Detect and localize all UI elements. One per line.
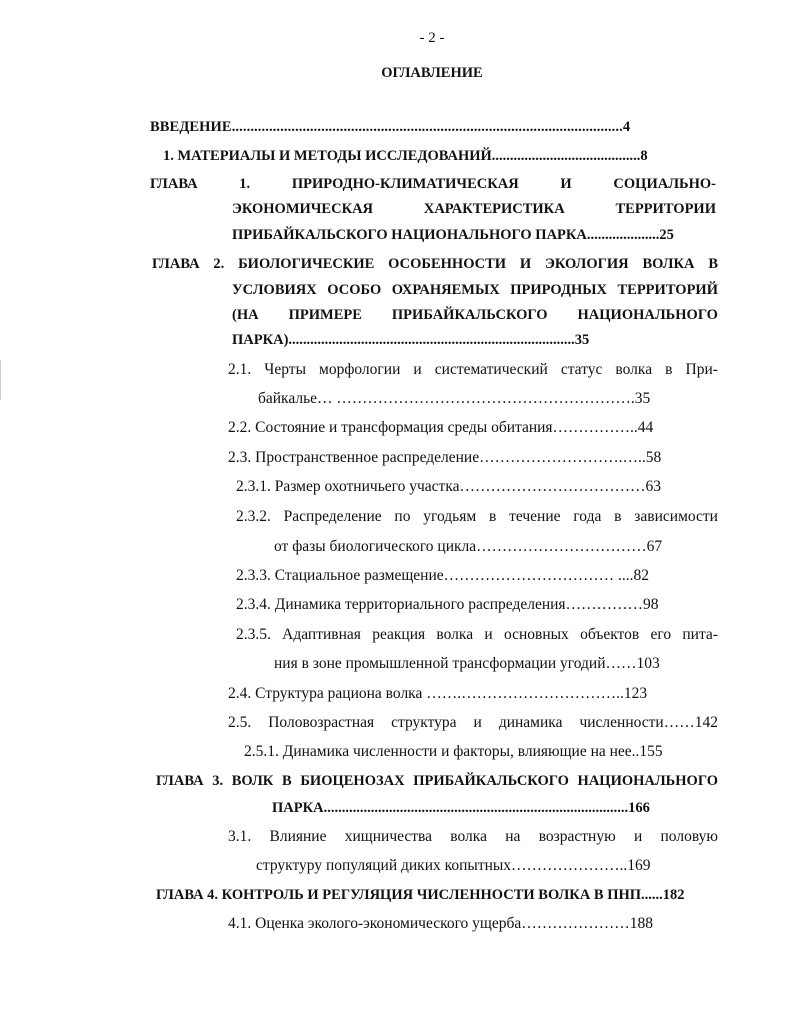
toc-entry-2-3-3[interactable]: 2.3.3. Стациальное размещение…………………………… ....82 [236, 567, 650, 584]
word: и [413, 361, 422, 378]
word: его [650, 626, 672, 643]
toc-entry-chapter-3-line-1[interactable] [156, 771, 718, 791]
word: половую [660, 828, 718, 845]
word: БИОЛОГИЧЕСКИЕ [238, 256, 375, 272]
word: объектов [580, 626, 640, 643]
word: структура [391, 714, 457, 731]
word: волка [436, 626, 474, 643]
toc-entry-chapter-1-line-2[interactable] [232, 199, 716, 219]
word: в [614, 508, 622, 525]
word: ОХРАНЯЕМЫХ [391, 282, 500, 298]
word: НАЦИОНАЛЬНОГО [577, 773, 718, 789]
word: Адаптивная [282, 626, 361, 643]
word: ТЕРРИТОРИЙ [617, 282, 718, 298]
toc-entry-2-3[interactable]: 2.3. Пространственное распределение……………………….…..58 [228, 449, 662, 466]
page-title: ОГЛАВЛЕНИЕ [381, 65, 483, 81]
word: хищничества [344, 828, 433, 845]
word: 3.1. [228, 828, 252, 845]
word: года [573, 508, 602, 525]
toc-entry-chapter-2-line-4[interactable]: ПАРКА)...............................................................................35 [232, 332, 590, 348]
toc-entry-2-4[interactable]: 2.4. Структура рациона волка …….…………………………..123 [228, 685, 648, 702]
word: 2.3.5. [236, 626, 271, 643]
word: и [484, 626, 493, 643]
toc-entry-2-3-2-line-1[interactable] [236, 507, 718, 527]
toc-entry-2-5[interactable] [228, 713, 718, 733]
word: реакция [372, 626, 426, 643]
word: и [473, 714, 482, 731]
toc-entry-2-3-4[interactable]: 2.3.4. Динамика территориального распределения……………98 [236, 596, 659, 613]
page-number: - 2 - [419, 30, 445, 46]
word: УСЛОВИЯХ [232, 282, 317, 298]
word: ЭКОЛОГИЯ [545, 256, 629, 272]
word: СОЦИАЛЬНО- [613, 176, 716, 192]
toc-entry-chapter-2-line-2[interactable] [232, 280, 718, 300]
word: Половозрастная [268, 714, 375, 731]
word: ПРИБАЙКАЛЬСКОГО [391, 307, 548, 323]
word: НАЦИОНАЛЬНОГО [577, 307, 718, 323]
toc-entry-chapter-1-line-3[interactable]: ПРИБАЙКАЛЬСКОГО НАЦИОНАЛЬНОГО ПАРКА....................25 [232, 227, 674, 243]
word: морфологии [319, 361, 401, 378]
toc-entry-2-3-5-line-2[interactable]: ния в зоне промышленной трансформации угодий……103 [274, 655, 660, 672]
word: ПРИБАЙКАЛЬСКОГО [413, 773, 569, 789]
word: ВОЛК [231, 773, 274, 789]
word: систематический [434, 361, 548, 378]
word: И [519, 256, 532, 272]
word: ПРИМЕРЕ [288, 307, 362, 323]
word: Влияние [269, 828, 327, 845]
scan-margin-mark [0, 360, 1, 400]
toc-entry-2-3-5-line-1[interactable] [236, 625, 718, 645]
word: ПРИРОДНО-КЛИМАТИЧЕСКАЯ [291, 176, 519, 192]
toc-entry-chapter-3-line-2[interactable]: ПАРКА....................................................................................166 [272, 800, 650, 816]
word: в [665, 361, 673, 378]
toc-entry-chapter-2-line-1[interactable] [152, 254, 718, 274]
word: ГЛАВА [152, 256, 200, 272]
toc-entry-chapter-1-line-1[interactable] [150, 174, 716, 194]
word: и [633, 828, 643, 845]
word: Черты [264, 361, 306, 378]
word: ХАРАКТЕРИСТИКА [423, 201, 565, 217]
toc-entry-chapter-2-line-3[interactable] [232, 305, 718, 325]
word: численности……142 [579, 714, 718, 731]
word: ТЕРРИТОРИИ [615, 201, 716, 217]
word: В [708, 256, 718, 272]
word: ЭКОНОМИЧЕСКАЯ [232, 201, 374, 217]
word: 1. [239, 176, 251, 192]
word: в [488, 508, 497, 525]
word: 2.1. [228, 361, 252, 378]
toc-entry-3-1-line-2[interactable]: структуру популяций диких копытных…………………..169 [256, 857, 651, 874]
word: ПРИРОДНЫХ [510, 282, 607, 298]
toc-entry-2-1-line-1[interactable] [228, 360, 718, 380]
toc-entry-3-1-line-1[interactable] [228, 827, 718, 847]
word: При- [685, 361, 718, 378]
word: 2.3.2. [236, 508, 271, 525]
word: И [560, 176, 572, 192]
word: основных [503, 626, 569, 643]
toc-entry-intro[interactable]: ВВЕДЕНИЕ.........................................................................................................4 [150, 119, 631, 135]
toc-entry-2-2[interactable]: 2.2. Состояние и трансформация среды обитания……………..44 [228, 419, 654, 436]
word: БИОЦЕНОЗАХ [300, 773, 405, 789]
word: волка [450, 828, 487, 845]
word: статус [560, 361, 603, 378]
word: 2.5. [228, 714, 252, 731]
word: (НА [232, 307, 259, 323]
word: ВОЛКА [642, 256, 695, 272]
toc-entry-materials-methods[interactable]: 1. МАТЕРИАЛЫ И МЕТОДЫ ИССЛЕДОВАНИЙ.........................................8 [163, 148, 648, 164]
toc-entry-2-3-1[interactable]: 2.3.1. Размер охотничьего участка………………………………63 [236, 478, 661, 495]
word: на [505, 828, 521, 845]
word: ОСОБЕННОСТИ [388, 256, 507, 272]
toc-entry-4-1[interactable]: 4.1. Оценка эколого-экономического ущерба…………………188 [228, 915, 654, 932]
toc-entry-2-1-line-2[interactable]: байкалье… ………………………………………………….35 [258, 390, 651, 407]
word: ГЛАВА [156, 773, 204, 789]
word: ОСОБО [327, 282, 382, 298]
toc-entry-2-3-2-line-2[interactable]: от фазы биологического цикла……………………………67 [274, 538, 663, 555]
word: угодьям [423, 508, 477, 525]
word: течение [509, 508, 561, 525]
word: возрастную [538, 828, 616, 845]
word: волка [615, 361, 653, 378]
word: В [281, 773, 292, 789]
word: 3. [212, 773, 224, 789]
word: Распределение [283, 508, 382, 525]
toc-entry-chapter-4[interactable]: ГЛАВА 4. КОНТРОЛЬ И РЕГУЛЯЦИЯ ЧИСЛЕННОСТИ ВОЛКА В ПНП......182 [156, 887, 685, 903]
word: зависимости [634, 508, 718, 525]
word: пита- [682, 626, 718, 643]
toc-entry-2-5-1[interactable]: 2.5.1. Динамика численности и факторы, влияющие на нее..155 [244, 743, 663, 760]
word: ГЛАВА [150, 176, 198, 192]
word: динамика [498, 714, 563, 731]
word: 2. [213, 256, 225, 272]
word: по [394, 508, 411, 525]
